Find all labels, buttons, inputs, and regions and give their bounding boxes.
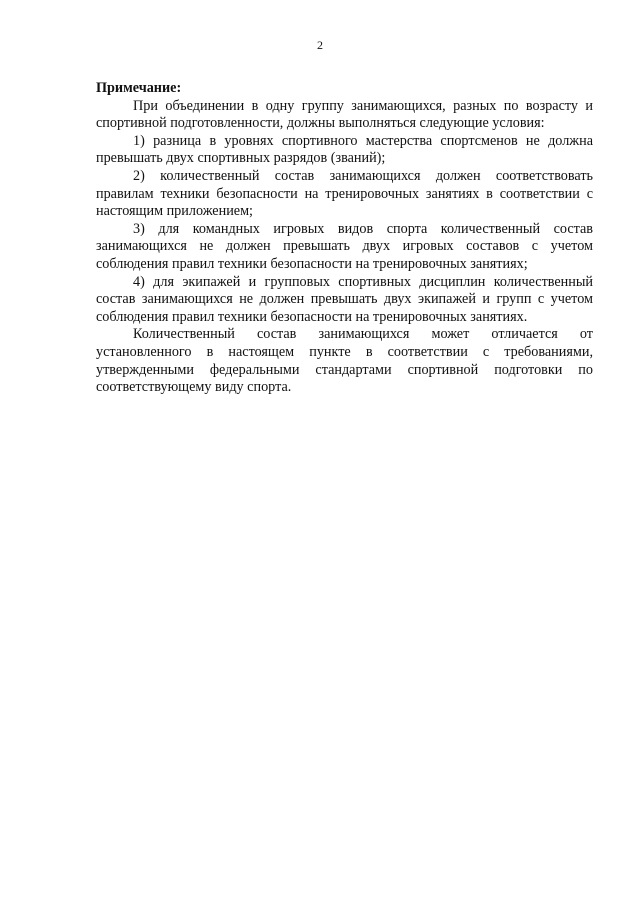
condition-3-paragraph: 3) для командных игровых видов спорта количественный состав занимающихся не должен превышать двух игровых составов с учетом соблюдения правил техники безопасности на тренировочных занятиях; (96, 220, 593, 272)
condition-1-paragraph: 1) разница в уровнях спортивного мастерства спортсменов не должна превышать двух спортивных разрядов (званий); (96, 132, 593, 167)
note-section (96, 80, 593, 397)
closing-paragraph: Количественный состав занимающихся может отличается от установленного в настоящем пункте в соответствии с требованиями, утвержденными федеральными стандартами спортивной подготовки по соответствующему виду спорта. (96, 326, 593, 396)
condition-2-paragraph: 2) количественный состав занимающихся должен соответствовать правилам техники безопасности на тренировочных занятиях в соответствии с настоящим приложением; (96, 167, 593, 220)
page-number: 2 (317, 38, 323, 52)
condition-4-paragraph: 4) для экипажей и групповых спортивных дисциплин количественный состав занимающихся не должен превышать двух экипажей и групп с учетом соблюдения правил техники безопасности на тренировочных занятиях. (96, 273, 593, 325)
note-heading: Примечание: (96, 80, 182, 96)
note-intro-paragraph: При объединении в одну группу занимающихся, разных по возрасту и спортивной подготовленности, должны выполняться следующие условия: (96, 97, 593, 132)
